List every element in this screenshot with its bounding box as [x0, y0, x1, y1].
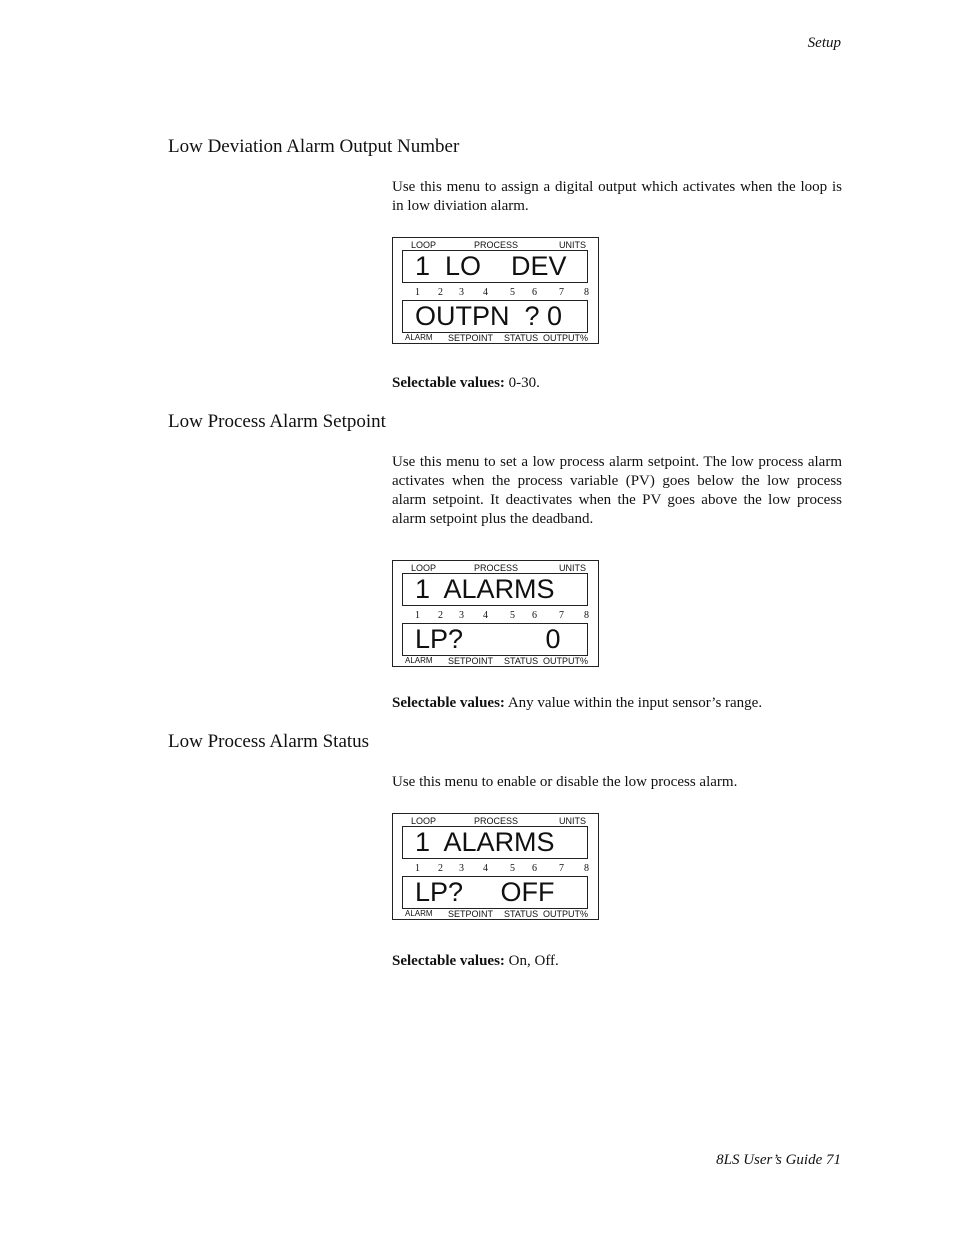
- lcd-label-output: OUTPUT%: [543, 333, 588, 343]
- lcd-label-loop: LOOP: [411, 240, 437, 250]
- lcd-label-units: UNITS: [559, 240, 586, 250]
- lcd-label-alarm: ALARM: [405, 656, 433, 665]
- lcd-digit: 2: [438, 863, 443, 874]
- lcd-digit: 2: [438, 287, 443, 298]
- section-description: Use this menu to set a low process alarm setpoint. The low process alarm activates when the process variable (PV) goes below the low process alarm setpoint. It deactivates when the PV goes above the low process alarm setpoint plus the deadband.: [392, 454, 842, 527]
- lcd-label-process: PROCESS: [474, 563, 519, 573]
- selectable-values: [392, 953, 559, 970]
- lcd-display: [392, 813, 599, 920]
- lcd-label-setpoint: SETPOINT: [448, 333, 494, 343]
- lcd-label-setpoint: SETPOINT: [448, 909, 494, 919]
- lcd-digit: 6: [532, 287, 537, 298]
- selectable-values-text: Any value within the input sensor’s range.: [504, 695, 763, 711]
- lcd-label-status: STATUS: [504, 656, 539, 666]
- lcd-label-process: PROCESS: [474, 240, 519, 250]
- lcd-digit: 3: [459, 610, 464, 621]
- lcd-digit: 4: [483, 287, 488, 298]
- section-title-low-process-alarm-status: Low Process Alarm Status: [168, 731, 370, 752]
- lcd-digit: 5: [510, 287, 515, 298]
- lcd-digit: 8: [584, 610, 589, 621]
- lcd-line-2: OUTPN ? 0: [402, 300, 588, 333]
- page-footer: 8LS User’s Guide 71: [716, 1152, 841, 1168]
- lcd-digit: 4: [483, 863, 488, 874]
- lcd-digit: 7: [559, 287, 564, 298]
- lcd-digit: 6: [532, 863, 537, 874]
- lcd-digit: 4: [483, 610, 488, 621]
- lcd-line-1: 1 LO DEV: [402, 250, 588, 283]
- running-header: Setup: [807, 35, 841, 51]
- selectable-values: [392, 695, 762, 712]
- selectable-values: [392, 375, 540, 392]
- section-description: Use this menu to enable or disable the low process alarm.: [392, 774, 738, 790]
- lcd-label-status: STATUS: [504, 909, 539, 919]
- section-description: Use this menu to assign a digital output which activates when the loop is in low diviation alarm.: [392, 179, 842, 214]
- lcd-line-1: 1 ALARMS: [402, 826, 588, 859]
- lcd-digit: 8: [584, 863, 589, 874]
- lcd-label-alarm: ALARM: [405, 909, 433, 918]
- section-title-low-deviation-alarm-output: Low Deviation Alarm Output Number: [168, 136, 460, 157]
- selectable-values-text: On, Off.: [504, 953, 559, 969]
- lcd-digit-row: [393, 863, 598, 875]
- lcd-digit: 5: [510, 863, 515, 874]
- lcd-digit-row: [393, 287, 598, 299]
- lcd-digit: 1: [415, 863, 420, 874]
- lcd-display: [392, 560, 599, 667]
- lcd-label-setpoint: SETPOINT: [448, 656, 494, 666]
- lcd-label-output: OUTPUT%: [543, 656, 588, 666]
- lcd-digit: 2: [438, 610, 443, 621]
- lcd-label-output: OUTPUT%: [543, 909, 588, 919]
- lcd-label-alarm: ALARM: [405, 333, 433, 342]
- selectable-values-label: Selectable values:: [392, 953, 505, 969]
- lcd-digit: 1: [415, 610, 420, 621]
- lcd-label-loop: LOOP: [411, 816, 437, 826]
- lcd-digit: 1: [415, 287, 420, 298]
- lcd-label-loop: LOOP: [411, 563, 437, 573]
- selectable-values-label: Selectable values:: [392, 695, 505, 711]
- selectable-values-label: Selectable values:: [392, 375, 505, 391]
- lcd-digit: 7: [559, 863, 564, 874]
- lcd-line-2: LP? 0: [402, 623, 588, 656]
- lcd-digit: 7: [559, 610, 564, 621]
- lcd-label-units: UNITS: [559, 816, 586, 826]
- lcd-label-units: UNITS: [559, 563, 586, 573]
- lcd-digit: 5: [510, 610, 515, 621]
- lcd-digit: 3: [459, 863, 464, 874]
- lcd-digit: 6: [532, 610, 537, 621]
- lcd-digit: 8: [584, 287, 589, 298]
- lcd-label-status: STATUS: [504, 333, 539, 343]
- lcd-line-1: 1 ALARMS: [402, 573, 588, 606]
- section-title-low-process-alarm-setpoint: Low Process Alarm Setpoint: [168, 411, 386, 432]
- lcd-display: [392, 237, 599, 344]
- lcd-line-2: LP? OFF: [402, 876, 588, 909]
- lcd-digit-row: [393, 610, 598, 622]
- selectable-values-text: 0-30.: [504, 375, 540, 391]
- lcd-digit: 3: [459, 287, 464, 298]
- lcd-label-process: PROCESS: [474, 816, 519, 826]
